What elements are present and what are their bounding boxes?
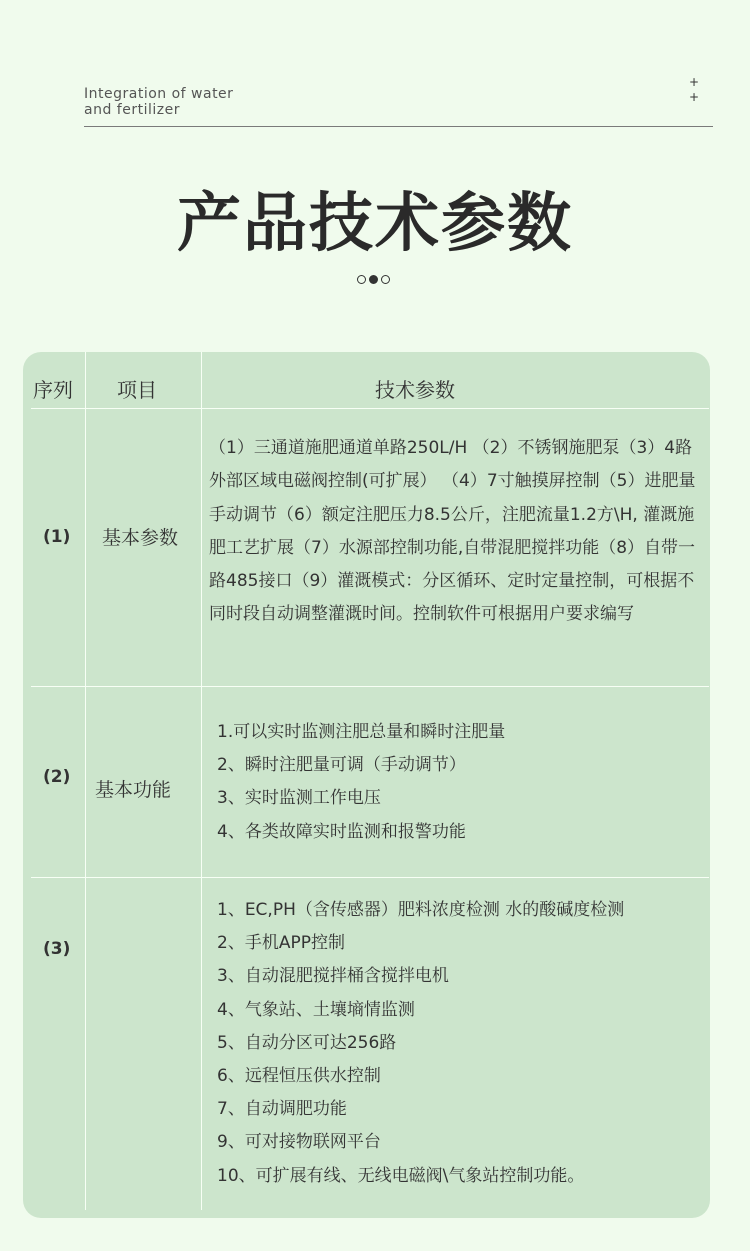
list-item: 3、实时监测工作电压 [217, 788, 381, 809]
list-item: 7、自动调肥功能 [217, 1099, 347, 1120]
row-seq: (2) [43, 767, 71, 787]
row-list [217, 894, 624, 1193]
header-tech-params: 技术参数 [375, 378, 455, 402]
dot-icon [381, 275, 390, 284]
column-divider [201, 352, 202, 1210]
header [84, 75, 713, 118]
list-item: 6、远程恒压供水控制 [217, 1066, 381, 1087]
row-list [217, 716, 505, 849]
list-item: 9、可对接物联网平台 [217, 1132, 381, 1153]
row-divider [31, 877, 709, 878]
dot-icon [357, 275, 366, 284]
row-seq: (1) [43, 527, 71, 547]
plus-mark-icon: + [688, 75, 699, 89]
row-item: 基本功能 [95, 779, 172, 801]
list-item: 2、手机APP控制 [217, 933, 345, 954]
list-item: 2、瞬时注肥量可调（手动调节） [217, 755, 466, 776]
row-divider [31, 686, 709, 687]
english-subtitle-line-1: Integration of water [84, 86, 234, 102]
list-item: 4、气象站、土壤墒情监测 [217, 999, 415, 1020]
page-title: 产品技术参数 [177, 187, 573, 261]
list-item: 5、自动分区可达256路 [217, 1032, 397, 1053]
header-item: 项目 [117, 378, 157, 402]
dot-active-icon [369, 275, 378, 284]
row-text: （1）三通道施肥通道单路250L/H （2）不锈钢施肥泵（3）4路外部区域电磁阀控制(可扩展） （4）7寸触摸屏控制（5）进肥量手动调节（6）额定注肥压力8.5公斤，注肥流量1.2方\H, 灌溉施肥工艺扩展（7）水源部控制功能,自带混肥搅拌功能（8）自带一路485接口（9）灌溉模式：分区循环、定时定量控制，可根据不同时段自动调整灌溉时间。控制软件可根据用户要求编写 [209, 438, 696, 625]
row-divider [31, 408, 709, 409]
list-item: 10、可扩展有线、无线电磁阀\气象站控制功能。 [217, 1165, 585, 1186]
pagination-dots [357, 275, 390, 284]
list-item: 1、EC,PH（含传感器）肥料浓度检测 水的酸碱度检测 [217, 900, 625, 920]
list-item: 1.可以实时监测注肥总量和瞬时注肥量 [217, 722, 506, 742]
spec-table [23, 352, 710, 1218]
row-item: 基本参数 [102, 527, 179, 549]
english-subtitle-line-2: and fertilizer [84, 102, 180, 118]
list-item: 3、自动混肥搅拌桶含搅拌电机 [217, 966, 449, 987]
header-seq: 序列 [33, 378, 73, 402]
column-divider [85, 352, 86, 1210]
list-item: 4、各类故障实时监测和报警功能 [217, 821, 466, 842]
row-seq: (3) [43, 939, 71, 959]
plus-mark-icon: + [688, 90, 699, 104]
header-divider [84, 126, 713, 127]
